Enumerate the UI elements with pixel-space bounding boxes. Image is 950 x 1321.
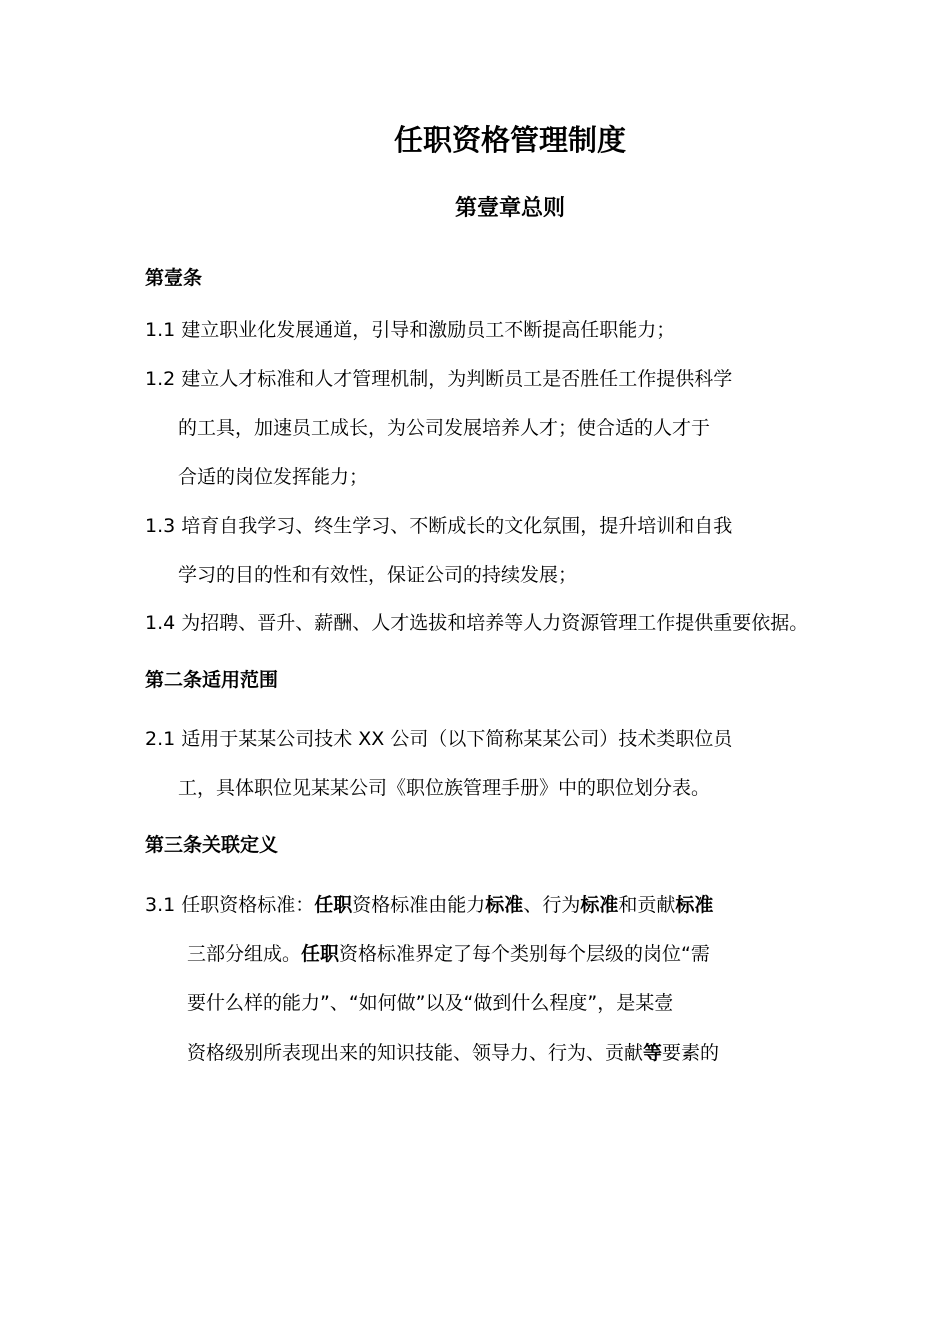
text-run: 、行为 [523, 894, 581, 916]
clause-2-1-line-2: 工，具体职位见某某公司《职位族管理手册》中的职位划分表。 [178, 777, 711, 799]
clause-1-2-line-2: 的工具，加速员工成长，为公司发展培养人才；使合适的人才于 [178, 417, 711, 439]
text-run: 资格标准界定了每个类别每个层级的岗位“需 [339, 943, 710, 965]
text-run: 要素的 [662, 1042, 720, 1064]
clause-1-3-line-1: 1.3 培育自我学习、终生学习、不断成长的文化氛围，提升培训和自我 [145, 515, 733, 537]
clause-3-1-line-3: 要什么样的能力”、“如何做”以及“做到什么程度”，是某壹 [187, 992, 674, 1014]
bold-run: 等 [643, 1042, 663, 1064]
text-run: 和贡献 [618, 894, 676, 916]
article-3-heading: 第三条关联定义 [145, 834, 279, 856]
clause-1-3-line-2: 学习的目的性和有效性，保证公司的持续发展； [178, 564, 578, 586]
clause-1-2-line-1: 1.2 建立人才标准和人才管理机制，为判断员工是否胜任工作提供科学 [145, 368, 733, 390]
bold-run: 任职 [314, 894, 353, 916]
document-title: 任职资格管理制度 [393, 123, 626, 157]
bold-run: 标准 [485, 894, 524, 916]
text-run: 三部分组成。 [187, 943, 302, 965]
clause-3-1-line-1 [145, 892, 713, 918]
bold-run: 标准 [675, 894, 714, 916]
clause-1-1: 1.1 建立职业化发展通道，引导和激励员工不断提高任职能力； [145, 319, 676, 341]
text-run: 资格级别所表现出来的知识技能、领导力、行为、贡献 [187, 1042, 644, 1064]
chapter-heading: 第壹章总则 [454, 196, 565, 221]
clause-3-1-line-4 [187, 1040, 719, 1066]
clause-1-2-line-3: 合适的岗位发挥能力； [178, 466, 369, 488]
article-2-heading: 第二条适用范围 [145, 669, 279, 691]
article-1-heading: 第壹条 [145, 267, 203, 289]
clause-1-4: 1.4 为招聘、晋升、薪酬、人才选拔和培养等人力资源管理工作提供重要依据。 [145, 612, 809, 634]
text-run: 3.1 任职资格标准： [145, 894, 315, 916]
bold-run: 标准 [580, 894, 619, 916]
clause-2-1-line-1: 2.1 适用于某某公司技术 XX 公司（以下简称某某公司）技术类职位员 [145, 728, 733, 750]
clause-3-1-line-2 [187, 941, 710, 967]
text-run: 资格标准由能力 [352, 894, 486, 916]
bold-run: 任职 [301, 943, 340, 965]
